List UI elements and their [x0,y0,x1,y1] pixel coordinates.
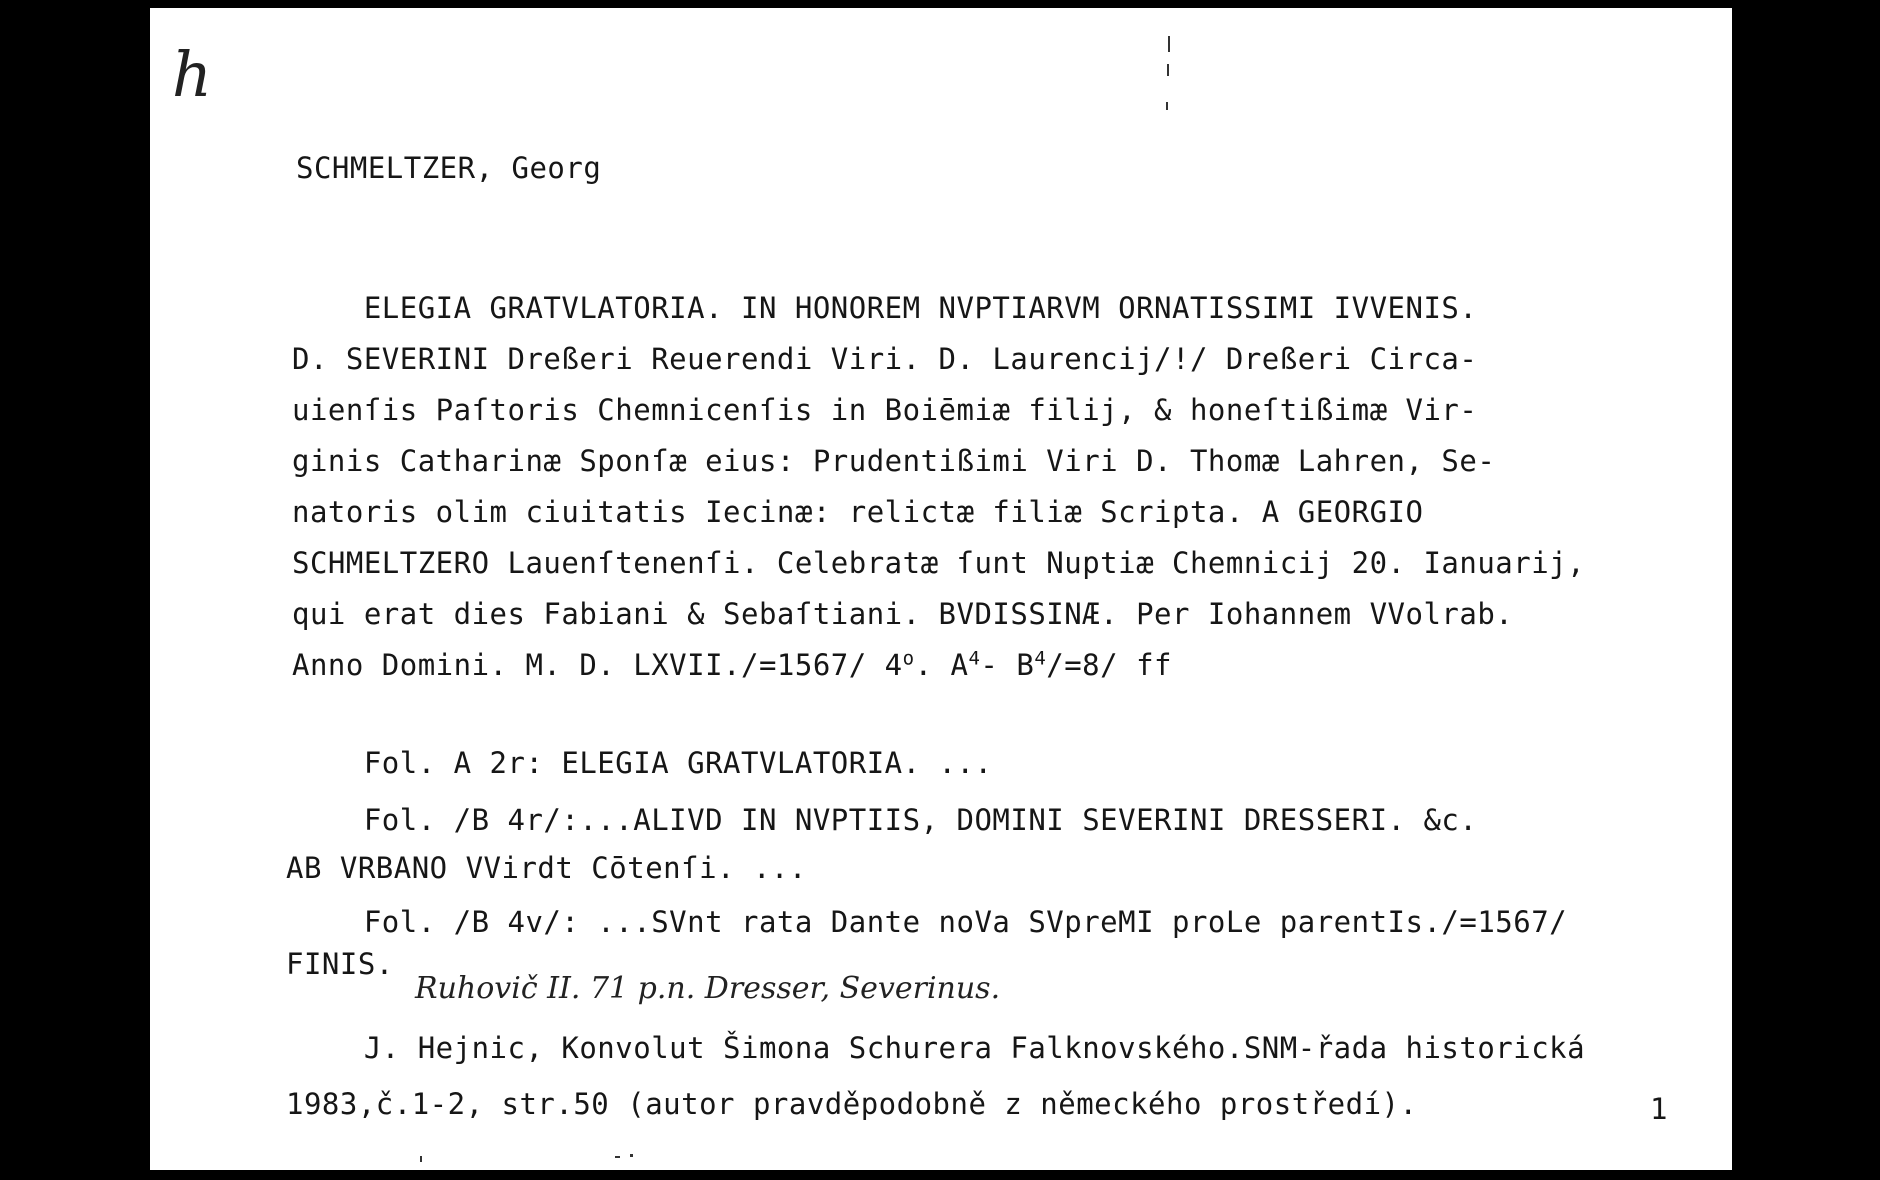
ink-speck [1166,102,1168,110]
reference-line-1: J. Hejnic, Konvolut Šimona Schurera Falknovského.SNM-řada historická [292,1031,1586,1065]
folio-line-1: Fol. A 2r: ELEGIA GRATVLATORIA. ... [292,746,993,780]
title-line-1: ELEGIA GRATVLATORIA. IN HONOREM NVPTIARVM ORNATISSIMI IVVENIS. [292,291,1478,325]
page-number: 1 [1650,1092,1668,1126]
ink-speck [1167,64,1169,76]
ink-speck [420,1156,422,1162]
folio-line-2: Fol. /B 4r/:...ALIVD IN NVPTIIS, DOMINI SEVERINI DRESSERI. &c. [292,803,1478,837]
ink-speck [630,1154,633,1157]
folio-line-4: Fol. /B 4v/: ...SVnt rata Dante noVa SVpreMI proLe parentIs./=1567/ [292,905,1568,939]
collation-sup-a: 4 [968,647,981,670]
catalog-card [150,8,1732,1170]
collation-degree: o [902,647,915,670]
folio-line-5: FINIS. [286,947,394,981]
handwritten-mark: h [172,38,212,111]
collation-prefix: Anno Domini. M. D. LXVII./=1567/ 4 [292,648,903,682]
ink-speck [1168,36,1170,52]
collation-line [292,648,1172,682]
title-line-6: SCHMELTZERO Lauenſtenenſi. Celebratæ ſunt Nuptiæ Chemnicij 20. Ianuarij, [292,546,1586,580]
handwritten-note: Ruhovič II. 71 p.n. Dresser, Severinus. [415,971,1001,1006]
ink-speck [615,1156,620,1158]
collation-mid-1: . A [914,648,969,682]
title-line-2: D. SEVERINI Dreßeri Reuerendi Viri. D. Laurencij/!/ Dreßeri Circa- [292,342,1478,376]
collation-suffix: /=8/ ff [1046,648,1172,682]
title-line-3: uienſis Paſtoris Chemnicenſis in Boiēmiæ filij, & honeſtißimæ Vir- [292,393,1478,427]
title-line-7: qui erat dies Fabiani & Sebaſtiani. BVDISSINÆ. Per Iohannem VVolrab. [292,597,1514,631]
title-line-4: ginis Catharinæ Sponſæ eius: Prudentißimi Viri D. Thomæ Lahren, Se- [292,444,1496,478]
title-line-5: natoris olim ciuitatis Iecinæ: relictæ filiæ Scripta. A GEORGIO [292,495,1424,529]
folio-line-3: AB VRBANO VVirdt Cōtenſi. ... [286,851,807,885]
collation-mid-2: - B [980,648,1035,682]
collation-sup-b: 4 [1034,647,1047,670]
author-heading: SCHMELTZER, Georg [296,151,602,185]
reference-line-2: 1983,č.1-2, str.50 (autor pravděpodobně z německého prostředí). [286,1087,1418,1121]
